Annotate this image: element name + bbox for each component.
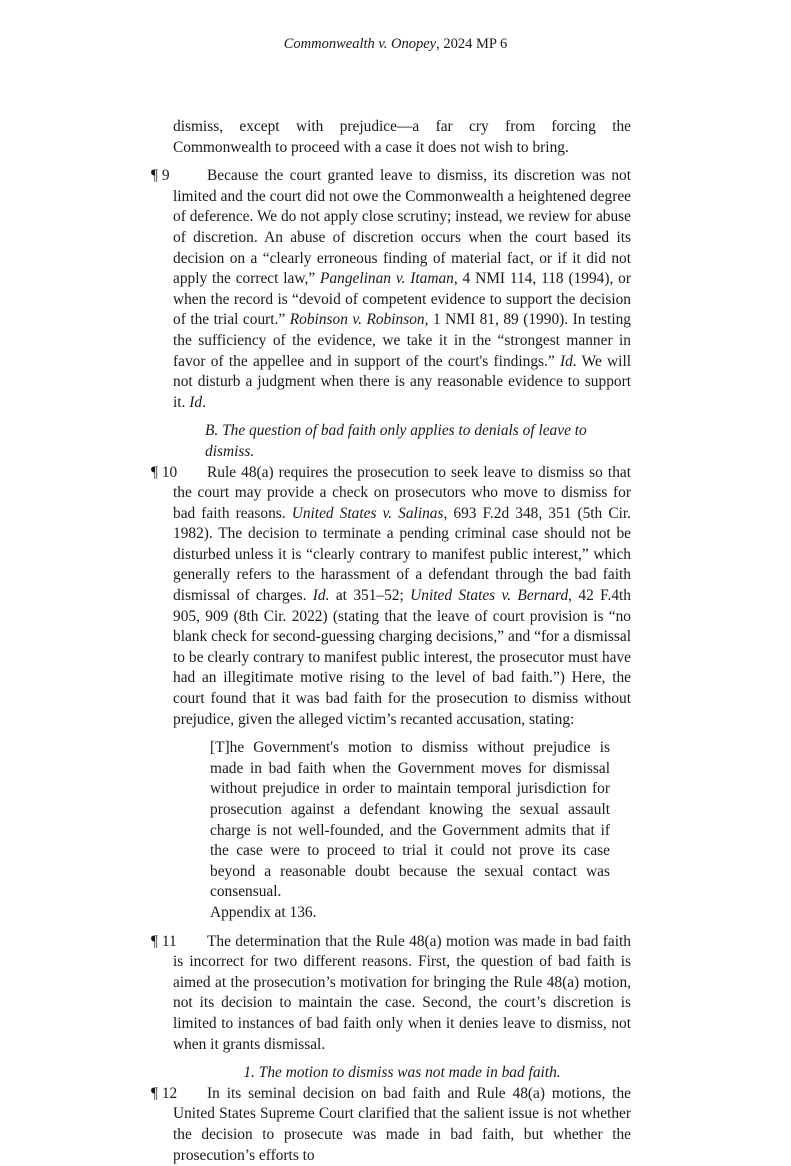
paragraph-marker: ¶ 12 xyxy=(151,1084,178,1102)
paragraph-marker: ¶ 10 xyxy=(151,463,178,481)
paragraph-marker: ¶ 9 xyxy=(151,167,170,185)
case-citation: United States v. Bernard xyxy=(410,587,569,605)
paragraph-11: ¶ 11 The determination that the Rule 48(a) motion was made in bad faith is incorrect for two different reasons. First, the question of bad faith is aimed at the prosecution’s motivation for bringing the Rule 48(a) motion, not its decision to maintain the case. Second, the court’s discretion is limited to instances of bad faith only when it denies leave to dismiss, not when it grants dismissal. xyxy=(151,932,631,1053)
case-citation: Pangelinan v. Itaman xyxy=(320,270,454,288)
paragraph-12: ¶ 12 In its seminal decision on bad faith and Rule 48(a) motions, the United States Supreme Court clarified that the salient issue is not whether the decision to prosecute was made in bad faith, but whether the prosecution’s efforts to xyxy=(151,1084,631,1164)
paragraph-marker: ¶ 11 xyxy=(151,932,177,950)
paragraph-9: ¶ 9 Because the court granted leave to dismiss, its discretion was not limited and the court did not owe the Commonwealth a heightened degree of deference. We do not apply close scrutiny; instead, we review for abuse of discretion. An abuse of discretion occurs when the court based its decision on a “clearly erroneous finding of material fact, or if it did not apply the correct law,” Pangelinan v. Itaman, 4 NMI 114, 118 (1994), or when the record is “devoid of competent evidence to support the decision of the trial court.” Robinson v. Robinson, 1 NMI 81, 89 (1990). In testing the sufficiency of the evidence, we take it in the “strongest manner in favor of the appellee and in support of the court's findings.” Id. We will not disturb a judgment when there is any reasonable evidence to support it. Id. xyxy=(151,167,631,411)
id-citation: Id xyxy=(559,352,573,370)
id-citation: Id. xyxy=(312,587,330,605)
header-citation: , 2024 MP 6 xyxy=(436,36,508,52)
paragraph-10: ¶ 10 Rule 48(a) requires the prosecution to seek leave to dismiss so that the court may provide a check on prosecutors who move to dismiss for bad faith reasons. United States v. Salinas, 693 F.2d 348, 351 (5th Cir. 1982). The decision to terminate a pending criminal case should not be disturbed unless it is “clearly contrary to manifest public interest,” which generally refers to the harassment of a defendant through the bad faith dismissal of charges. Id. at 351–52; United States v. Bernard, 42 F.4th 905, 909 (8th Cir. 2022) (stating that the leave of court provision is “no blank check for second-guessing charging decisions,” and “for a dismissal to be clearly contrary to manifest public interest, the prosecutor must have had an illegitimate motive rising to the level of bad faith.”) Here, the court found that it was bad faith for the prosecution to dismiss without prejudice, given the alleged victim’s recanted accusation, stating: xyxy=(151,463,631,728)
continuation-paragraph: dismiss, except with prejudice—a far cry from forcing the Commonwealth to proceed with a case it does not wish to bring. xyxy=(173,118,631,156)
block-quote xyxy=(173,738,610,923)
case-citation: Robinson v. Robinson xyxy=(289,311,425,329)
section-heading-1: 1. The motion to dismiss was not made in bad faith. xyxy=(243,1064,561,1082)
section-heading-b: B. The question of bad faith only applies to denials of leave to dismiss. xyxy=(205,422,587,460)
case-citation: United States v. Salinas xyxy=(291,504,444,522)
header-case-name: Commonwealth v. Onopey xyxy=(283,36,437,52)
block-quote-source: Appendix at 136. xyxy=(210,903,317,921)
id-citation: Id xyxy=(189,393,203,411)
running-header xyxy=(0,35,791,53)
opinion-body xyxy=(151,117,631,1166)
block-quote-text: [T]he Government's motion to dismiss without prejudice is made in bad faith when the Government moves for dismissal without prejudice in order to maintain temporal jurisdiction for prosecution against a defendant knowing the sexual assault charge is not well-founded, and the Government admits that if the case were to proceed to trial it could not prove its case beyond a reasonable doubt because the sexual contact was consensual. xyxy=(210,739,610,901)
